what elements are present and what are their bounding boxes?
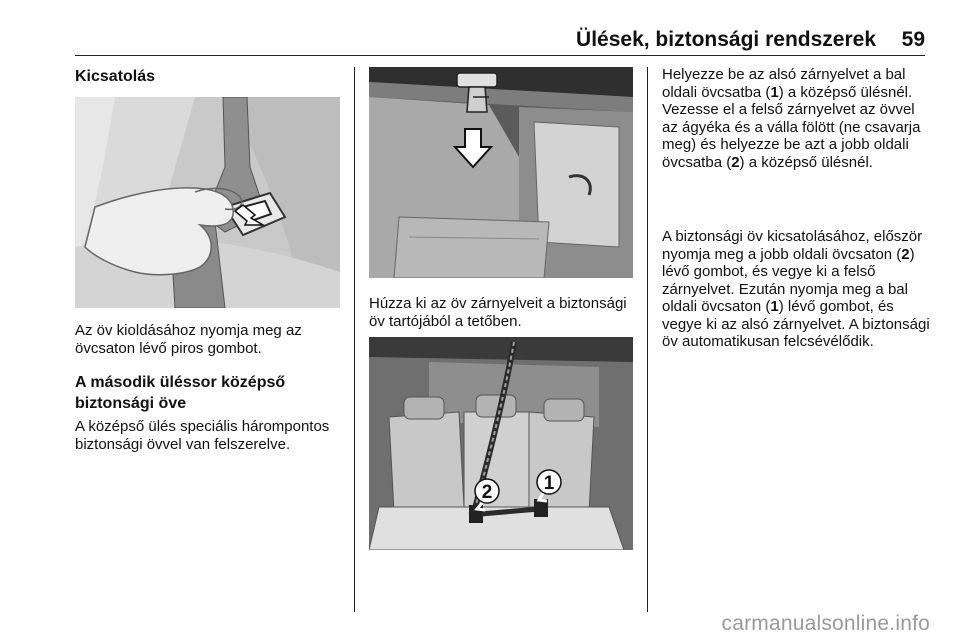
- header-rule: [75, 55, 925, 56]
- ref-number-2: 2: [901, 245, 910, 263]
- section-heading-unbuckle: Kicsatolás: [75, 68, 156, 85]
- running-header-title: Ülések, biztonsági rendszerek: [576, 28, 876, 51]
- watermark: carmanualsonline.info: [721, 612, 930, 635]
- text-run: Helyezze be az alsó zárnyelvet a bal oldali övcsatba (: [662, 66, 906, 101]
- text-run: ) lévő gombot, és vegye ki az alsó zárnyelvet. A biztonsági öv automatikusan felcsévélődik.: [662, 298, 930, 350]
- page-number: 59: [901, 28, 925, 51]
- text-run: A biztonsági öv kicsatolásához, először nyomja meg a jobb oldali övcsaton (: [662, 228, 923, 263]
- column-divider-right: [647, 67, 648, 612]
- caption-roof-belt-holder: Húzza ki az öv zárnyelveit a biztonsági öv tartójából a tetőben.: [369, 295, 627, 330]
- figure-roof-belt-holder: [369, 67, 633, 278]
- text-run: ) a középső ülésnél.: [739, 153, 873, 171]
- figure-callout-1: 1: [543, 473, 555, 494]
- ref-number-1: 1: [770, 298, 779, 315]
- text-run: ) lévő gombot, és vegye ki a felső zárnyelvet. Ezután nyomja meg a bal oldali övcsaton (: [662, 245, 915, 315]
- caption-unbuckle: Az öv kioldásához nyomja meg az övcsaton lévő piros gombot.: [75, 322, 302, 357]
- body-insert-latches: [662, 66, 930, 171]
- body-center-seat-belt: A középső ülés speciális hárompontos biztonsági övvel van felszerelve.: [75, 418, 330, 453]
- section-heading-center-seat-belt: A második üléssor középső biztonsági öve: [75, 374, 286, 412]
- ref-number-2: 2: [731, 153, 740, 171]
- figure-rear-seat-belt-routing: [369, 337, 633, 550]
- ref-number-1: 1: [770, 83, 779, 101]
- body-unbuckle-center: [662, 228, 930, 351]
- figure-callout-2: 2: [481, 482, 493, 503]
- text-run: ) a középső ülésnél. Vezesse el a felső zárnyelvet az övvel az ágyéka és a válla fölött (ne csavarja meg) és helyezze be azt a jobb oldali övcsatba (: [662, 83, 921, 171]
- figure-unbuckle-hand: [75, 97, 340, 308]
- column-divider-left: [354, 67, 355, 612]
